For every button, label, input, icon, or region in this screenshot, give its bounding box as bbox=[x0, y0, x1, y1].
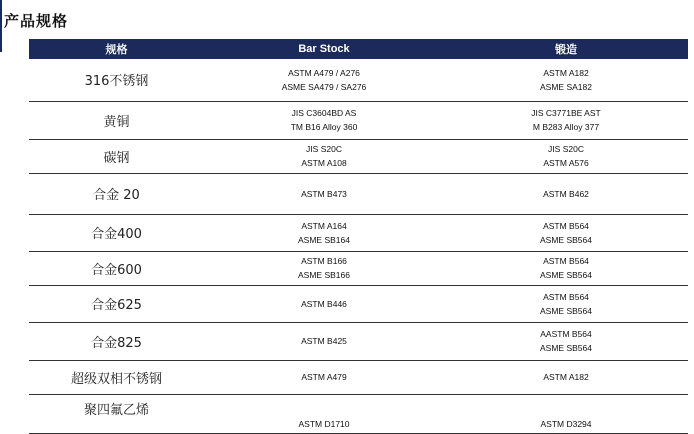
spec-line: ASTM D1710 bbox=[298, 418, 350, 429]
bar-stock-spec bbox=[204, 101, 444, 139]
bar-stock-spec bbox=[204, 360, 444, 394]
title-accent-bar bbox=[0, 0, 2, 52]
spec-line: ASTM A182 bbox=[543, 372, 589, 382]
spec-line: ASME SB564 bbox=[540, 305, 592, 316]
table-row bbox=[29, 285, 688, 322]
spec-line: ASTM A479 bbox=[301, 372, 347, 382]
header-spec: 规格 bbox=[29, 39, 204, 59]
table-row bbox=[29, 139, 688, 173]
spec-line: ASTM A182 bbox=[543, 67, 589, 78]
table-header-row bbox=[29, 39, 688, 59]
material-name: 黄铜 bbox=[29, 101, 204, 139]
spec-line: ASTM B446 bbox=[301, 298, 347, 309]
spec-line: ASME SB164 bbox=[298, 234, 350, 245]
spec-line: ASTM A164 bbox=[301, 220, 347, 231]
bar-stock-spec bbox=[204, 322, 444, 360]
spec-line: AASTM B564 bbox=[540, 329, 592, 339]
spec-table bbox=[29, 39, 688, 434]
spec-line: ASME SB166 bbox=[298, 270, 350, 280]
bar-stock-spec bbox=[204, 251, 444, 285]
spec-line: ASTM B564 bbox=[543, 220, 589, 231]
table-row bbox=[29, 101, 688, 139]
forging-spec bbox=[444, 59, 688, 101]
spec-line: ASTM B462 bbox=[543, 188, 589, 199]
spec-line: ASTM B564 bbox=[543, 256, 589, 266]
forging-spec bbox=[444, 139, 688, 173]
spec-line: JIS C3771BE AST bbox=[531, 108, 601, 118]
spec-line: M B283 Alloy 377 bbox=[532, 122, 600, 132]
table-row bbox=[29, 214, 688, 251]
table-row bbox=[29, 394, 688, 433]
table-row bbox=[29, 360, 688, 394]
spec-line: ASME SB564 bbox=[540, 270, 592, 280]
forging-spec bbox=[444, 322, 688, 360]
material-name: 合金825 bbox=[29, 322, 204, 360]
table-row bbox=[29, 251, 688, 285]
spec-line: ASTM B425 bbox=[301, 336, 347, 346]
spec-line: ASTM A479 / A276 bbox=[288, 67, 360, 78]
forging-spec bbox=[444, 360, 688, 394]
section-title: 产品规格 bbox=[4, 12, 69, 30]
spec-line: ASTM B166 bbox=[301, 256, 347, 266]
spec-line: ASTM D3294 bbox=[540, 418, 592, 429]
material-name: 316不锈钢 bbox=[29, 59, 204, 101]
spec-line: ASME SA479 / SA276 bbox=[281, 81, 367, 92]
material-name: 合金 20 bbox=[29, 173, 204, 214]
spec-line: ASME SA182 bbox=[540, 81, 592, 92]
header-bar-stock: Bar Stock bbox=[204, 39, 444, 59]
bar-stock-spec bbox=[204, 173, 444, 214]
spec-line: TM B16 Alloy 360 bbox=[290, 122, 358, 132]
material-name: 合金625 bbox=[29, 285, 204, 322]
bar-stock-spec bbox=[204, 394, 444, 433]
material-name: 合金400 bbox=[29, 214, 204, 251]
forging-spec bbox=[444, 214, 688, 251]
bar-stock-spec bbox=[204, 214, 444, 251]
table-row bbox=[29, 173, 688, 214]
forging-spec bbox=[444, 394, 688, 433]
spec-line: ASTM A576 bbox=[543, 158, 589, 168]
spec-line: JIS S20C bbox=[548, 144, 584, 154]
spec-line: ASME SB564 bbox=[540, 343, 592, 353]
header-forging: 锻造 bbox=[444, 39, 688, 59]
forging-spec bbox=[444, 101, 688, 139]
forging-spec bbox=[444, 251, 688, 285]
bar-stock-spec bbox=[204, 139, 444, 173]
spec-line: ASTM B473 bbox=[301, 188, 347, 199]
spec-line: ASME SB564 bbox=[540, 234, 592, 245]
spec-line: JIS C3604BD AS bbox=[291, 108, 357, 118]
bar-stock-spec bbox=[204, 59, 444, 101]
forging-spec bbox=[444, 173, 688, 214]
forging-spec bbox=[444, 285, 688, 322]
material-name: 聚四氟乙烯 bbox=[29, 394, 204, 433]
material-name: 碳钢 bbox=[29, 139, 204, 173]
spec-line: JIS S20C bbox=[306, 144, 342, 154]
material-name: 超级双相不锈钢 bbox=[29, 360, 204, 394]
table-row bbox=[29, 322, 688, 360]
spec-line: ASTM B564 bbox=[543, 291, 589, 302]
table-row bbox=[29, 59, 688, 101]
spec-line: ASTM A108 bbox=[301, 158, 347, 168]
material-name: 合金600 bbox=[29, 251, 204, 285]
bar-stock-spec bbox=[204, 285, 444, 322]
